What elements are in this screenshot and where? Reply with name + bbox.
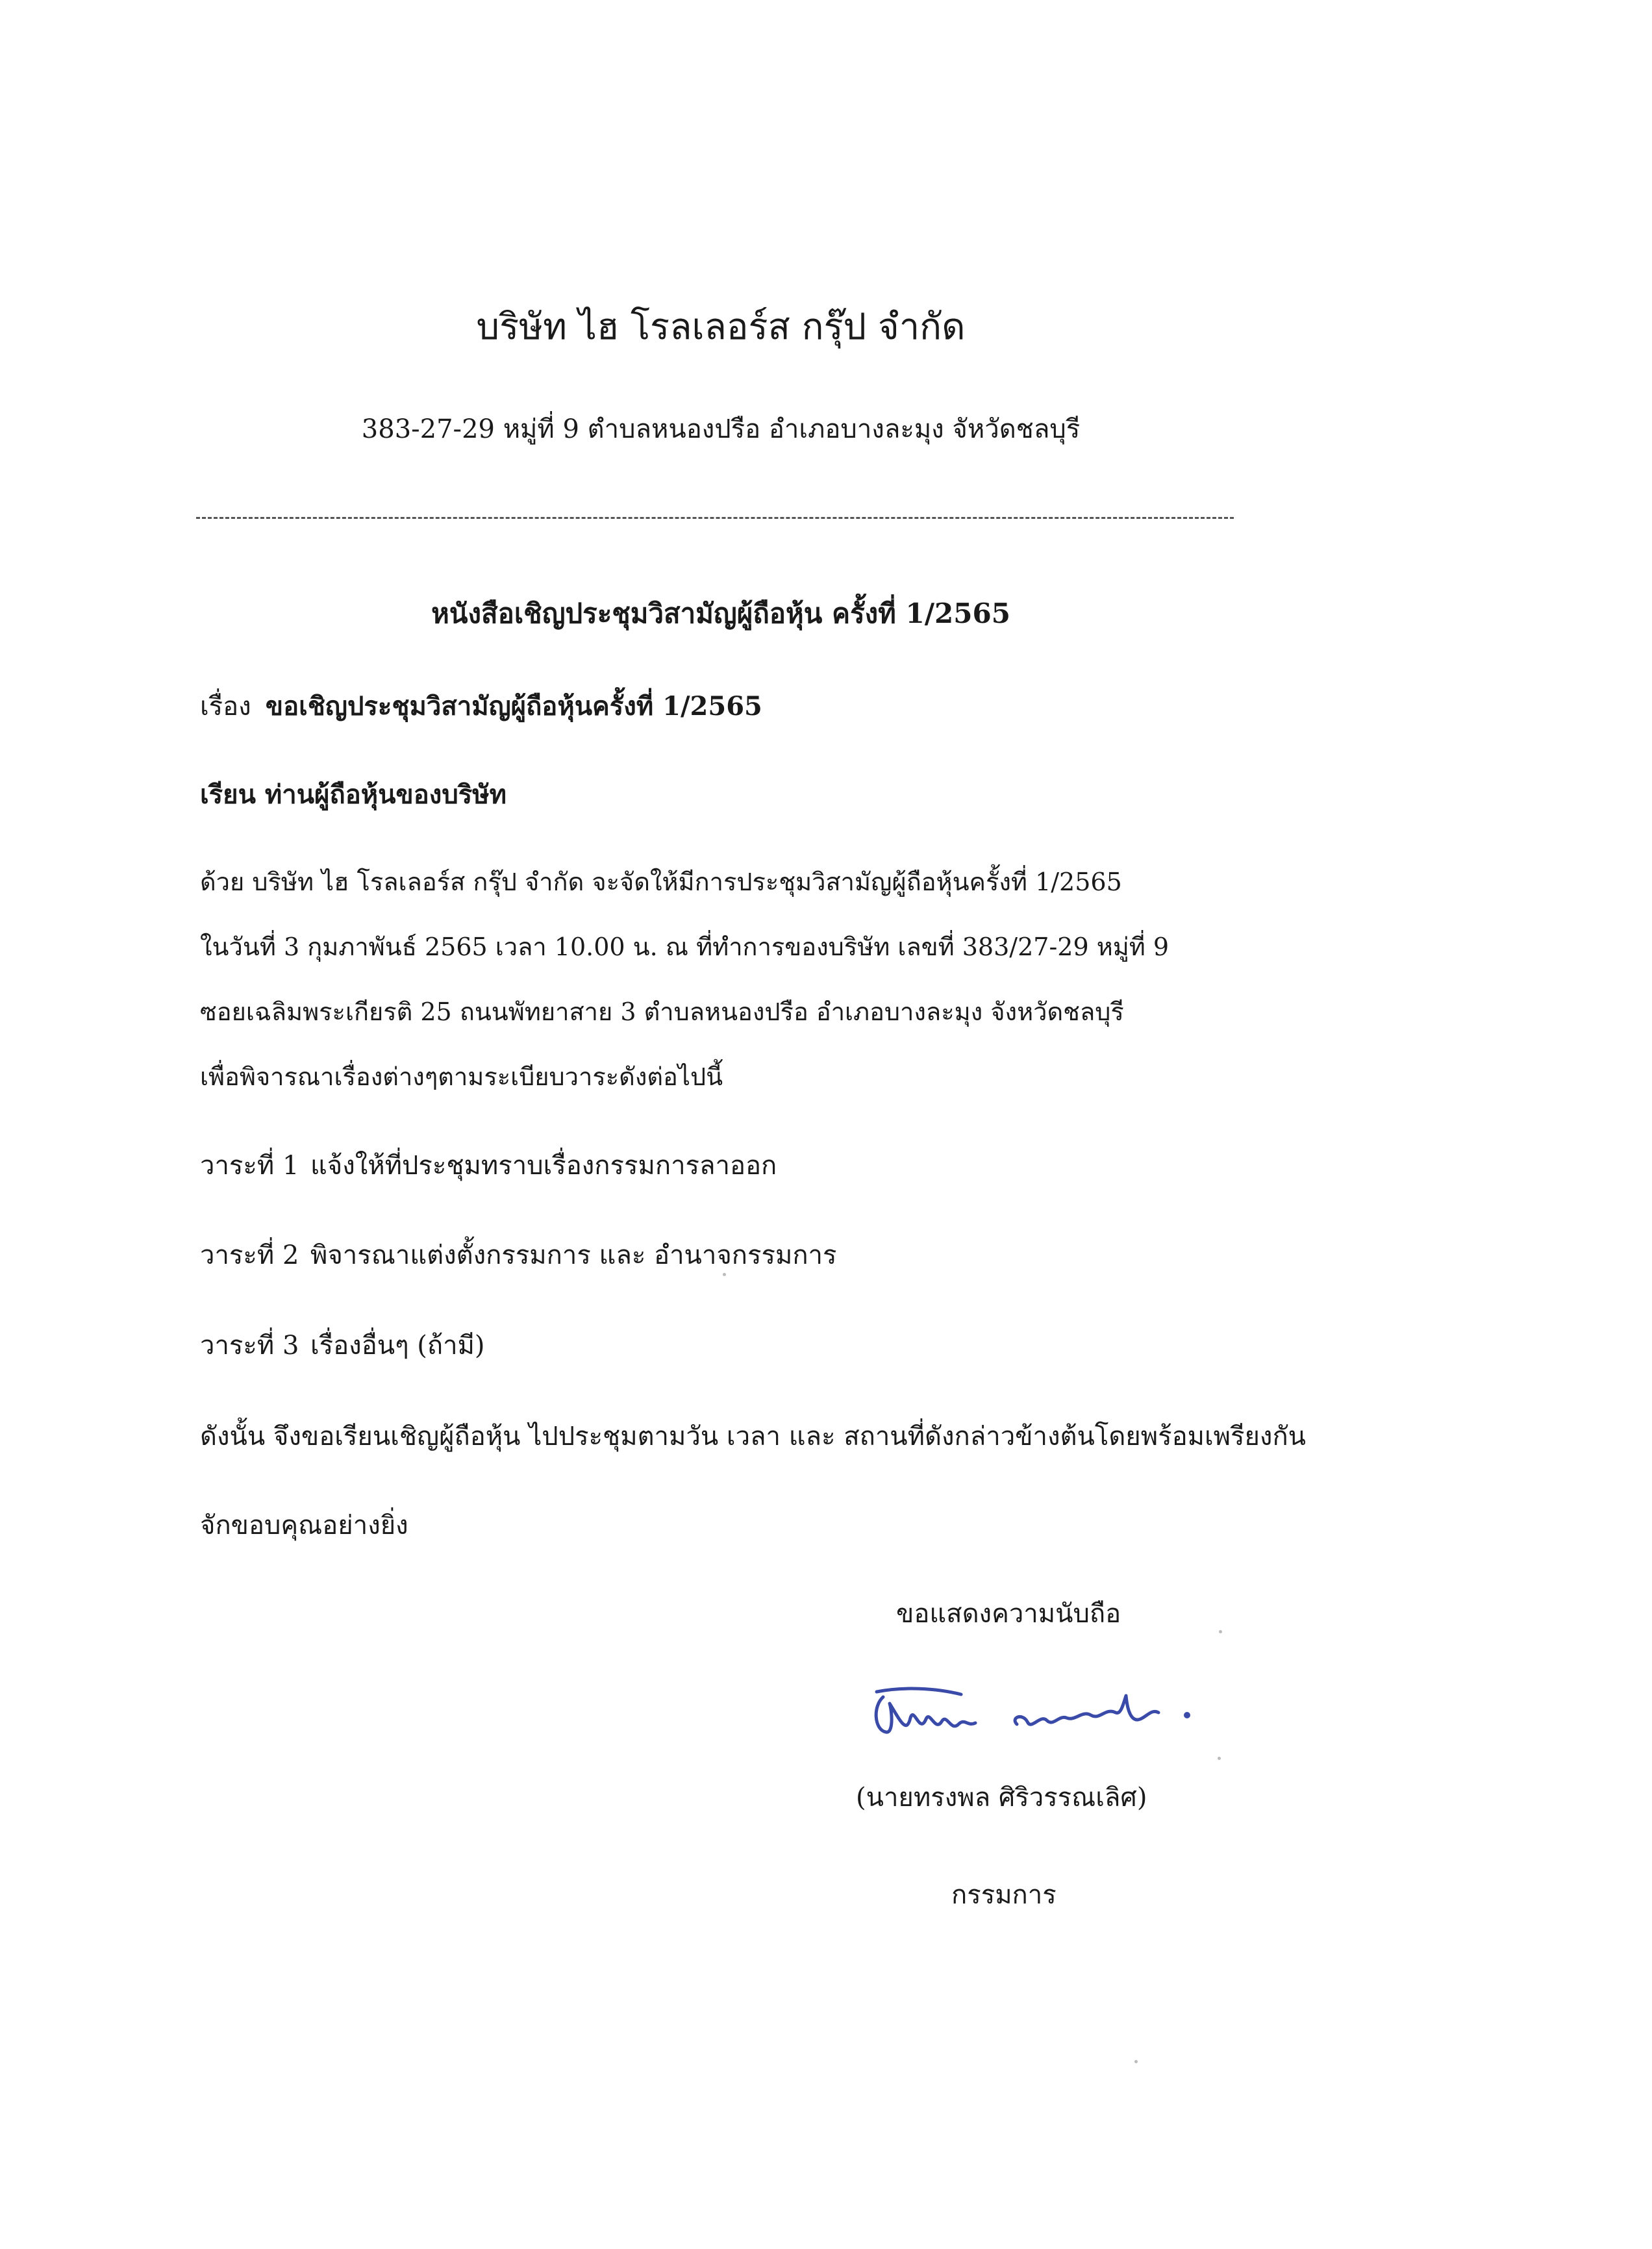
thanks-line: จักขอบคุณอย่างยิ่ง	[200, 1511, 408, 1540]
agenda-item	[200, 1324, 485, 1366]
scan-speck	[1218, 1757, 1221, 1760]
subject-label: เรื่อง	[200, 692, 251, 722]
body-line: ในวันที่ 3 กุมภาพันธ์ 2565 เวลา 10.00 น. ณ ที่ทำการของบริษัท เลขที่ 383/27-29 หมู่ที่ 9	[200, 933, 1170, 961]
addressee-line: เรียน ท่านผู้ถือหุ้นของบริษัท	[200, 779, 507, 810]
signer-position: กรรมการ	[951, 1880, 1057, 1910]
handwritten-signature	[864, 1672, 1214, 1750]
agenda-number: วาระที่ 2	[200, 1240, 299, 1270]
signer-name: (นายทรงพล ศิริวรรณเลิศ)	[856, 1783, 1147, 1813]
subject-text: ขอเชิญประชุมวิสามัญผู้ถือหุ้นครั้งที่ 1/2565	[265, 691, 762, 722]
closing-salutation: ขอแสดงความนับถือ	[896, 1599, 1121, 1629]
header-divider	[196, 517, 1234, 519]
scan-speck	[1134, 2060, 1138, 2063]
agenda-text: แจ้งให้ที่ประชุมทราบเรื่องกรรมการลาออก	[310, 1151, 777, 1181]
subject-line	[200, 685, 762, 727]
closing-paragraph: ดังนั้น จึงขอเรียนเชิญผู้ถือหุ้น ไปประชุมตามวัน เวลา และ สถานที่ดังกล่าวข้างต้นโดยพร้อมเพรียงกัน	[200, 1422, 1307, 1451]
company-address: 383-27-29 หมู่ที่ 9 ตำบลหนองปรือ อำเภอบางละมุง จัหวัดชลบุรี	[361, 414, 1081, 444]
body-line: เพื่อพิจารณาเรื่องต่างๆตามระเบียบวาระดังต่อไปนี้	[200, 1062, 723, 1091]
body-line: ซอยเฉลิมพระเกียรติ 25 ถนนพัทยาสาย 3 ตำบลหนองปรือ อำเภอบางละมุง จังหวัดชลบุรี	[200, 998, 1124, 1026]
agenda-item	[200, 1144, 777, 1186]
scan-speck	[1219, 1630, 1222, 1633]
agenda-number: วาระที่ 1	[200, 1151, 299, 1181]
agenda-item	[200, 1234, 837, 1275]
body-line: ด้วย บริษัท ไฮ โรลเลอร์ส กรุ๊ป จำกัด จะจัดให้มีการประชุมวิสามัญผู้ถือหุ้นครั้งที่ 1/2565	[200, 868, 1122, 896]
agenda-number: วาระที่ 3	[200, 1331, 299, 1361]
company-name: บริษัท ไฮ โรลเลอร์ส กรุ๊ป จำกัด	[476, 306, 966, 348]
document-title: หนังสือเชิญประชุมวิสามัญผู้ถือหุ้น ครั้งที่ 1/2565	[431, 597, 1010, 629]
agenda-text: เรื่องอื่นๆ (ถ้ามี)	[310, 1331, 485, 1361]
scan-speck	[723, 1273, 726, 1276]
agenda-text: พิจารณาแต่งตั้งกรรมการ และ อำนาจกรรมการ	[310, 1240, 837, 1270]
